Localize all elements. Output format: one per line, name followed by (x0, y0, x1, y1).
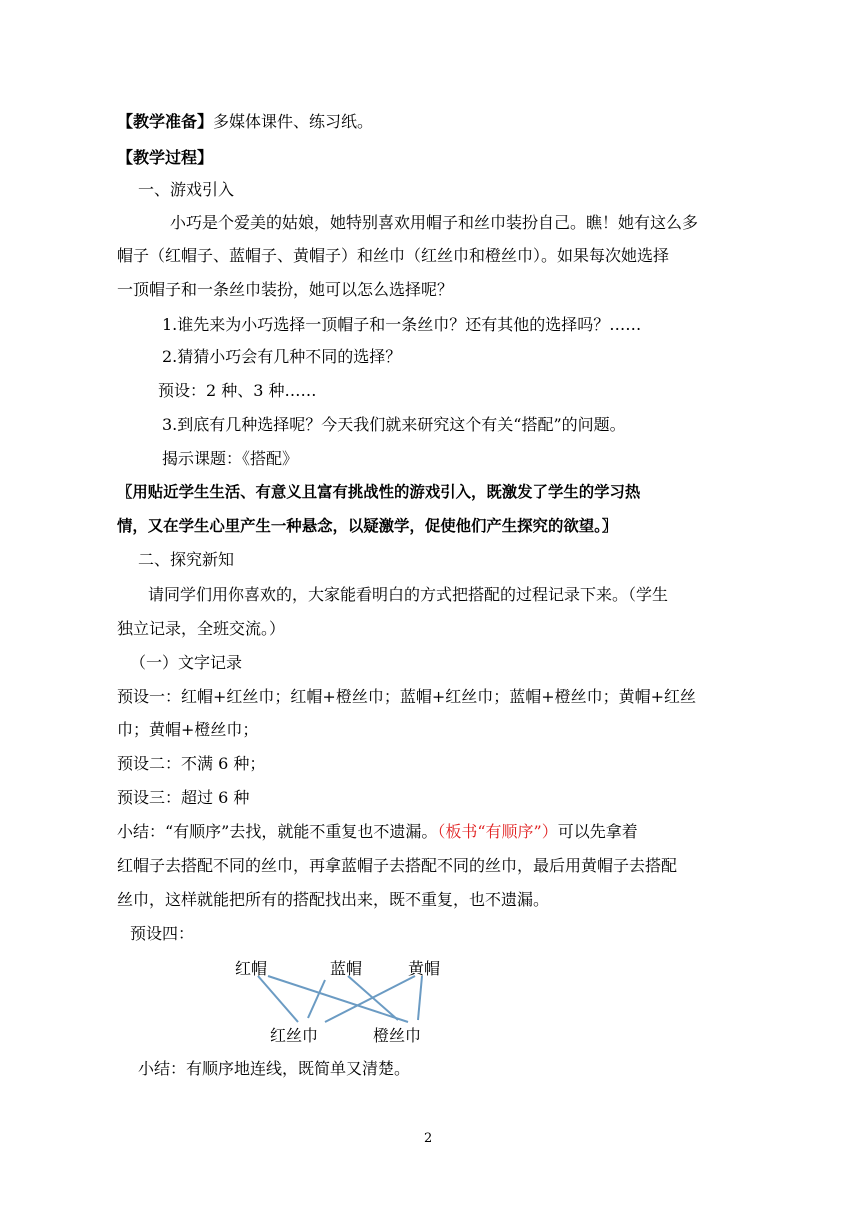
question-1: 1.谁先来为小巧选择一顶帽子和一条丝巾？还有其他的选择吗？…… (162, 315, 642, 334)
preset2: 预设二：不满 6 种； (117, 754, 266, 773)
summary-continuation: 丝巾，这样就能把所有的搭配找出来，既不重复，也不遗漏。 (117, 890, 550, 909)
section1-title: 一、游戏引入 (138, 180, 235, 199)
preset-answer: 预设：2 种、3 种…… (158, 381, 317, 400)
scarf-red-label: 红丝巾 (270, 1026, 319, 1045)
preset1-line: 预设一：红帽+红丝巾；红帽+橙丝巾；蓝帽+红丝巾；蓝帽+橙丝巾；黄帽+红丝 (117, 687, 697, 706)
prep-text: 多媒体课件、练习纸。 (213, 112, 374, 131)
scarf-orange-label: 橙丝巾 (373, 1026, 422, 1045)
question-2: 2.猜猜小巧会有几种不同的选择？ (162, 347, 402, 366)
hat-blue-label: 蓝帽 (330, 959, 363, 978)
subsection-text-record: （一）文字记录 (130, 653, 243, 672)
hat-red-label: 红帽 (235, 959, 268, 978)
summary-text-cont: 可以先拿着 (557, 822, 638, 841)
board-note: （板书“有顺序”） (437, 822, 558, 841)
hat-yellow-label: 黄帽 (408, 959, 441, 978)
preset3: 预设三：超过 6 种 (117, 788, 250, 807)
connection-yellow-hat-to-orange-scarf (418, 976, 422, 1020)
reveal-topic: 揭示课题：《搭配》 (162, 449, 299, 468)
connection-blue-hat-to-red-scarf (308, 980, 325, 1018)
design-comment-line: 情，又在学生心里产生一种悬念，以疑激学，促使他们产生探究的欲望。〗 (117, 517, 618, 535)
question-3: 3.到底有几种选择呢？今天我们就来研究这个有关“搭配”的问题。 (162, 415, 626, 434)
summary-text: 小结：“有顺序”去找，就能不重复也不遗漏。 (117, 822, 438, 841)
prep-line (117, 111, 373, 133)
preset1-line: 巾；黄帽+橙丝巾； (117, 720, 259, 739)
page-number: 2 (424, 1131, 433, 1146)
design-comment-line: 〖用贴近学生生活、有意义且富有挑战性的游戏引入，既激发了学生的学习热 (117, 483, 641, 501)
section2-paragraph-line: 独立记录，全班交流。） (117, 619, 286, 638)
summary-line (117, 821, 638, 843)
summary-continuation: 红帽子去搭配不同的丝巾，再拿蓝帽子去搭配不同的丝巾，最后用黄帽子去搭配 (117, 856, 678, 875)
section2-title: 二、探究新知 (138, 550, 235, 569)
section1-paragraph-line: 一顶帽子和一条丝巾装扮，她可以怎么选择呢？ (117, 280, 454, 299)
section2-paragraph-line: 请同学们用你喜欢的，大家能看明白的方式把搭配的过程记录下来。（学生 (148, 585, 669, 604)
section1-paragraph-line: 帽子（红帽子、蓝帽子、黄帽子）和丝巾（红丝巾和橙丝巾）。如果每次她选择 (117, 246, 670, 265)
matching-diagram (230, 950, 440, 1045)
preset4-label: 预设四： (130, 924, 195, 943)
summary2: 小结：有顺序地连线，既简单又清楚。 (138, 1059, 411, 1078)
process-heading: 【教学过程】 (117, 148, 214, 167)
section1-paragraph-line: 小巧是个爱美的姑娘，她特别喜欢用帽子和丝巾装扮自己。瞧！她有这么多 (170, 213, 699, 232)
prep-label: 【教学准备】 (117, 112, 214, 131)
